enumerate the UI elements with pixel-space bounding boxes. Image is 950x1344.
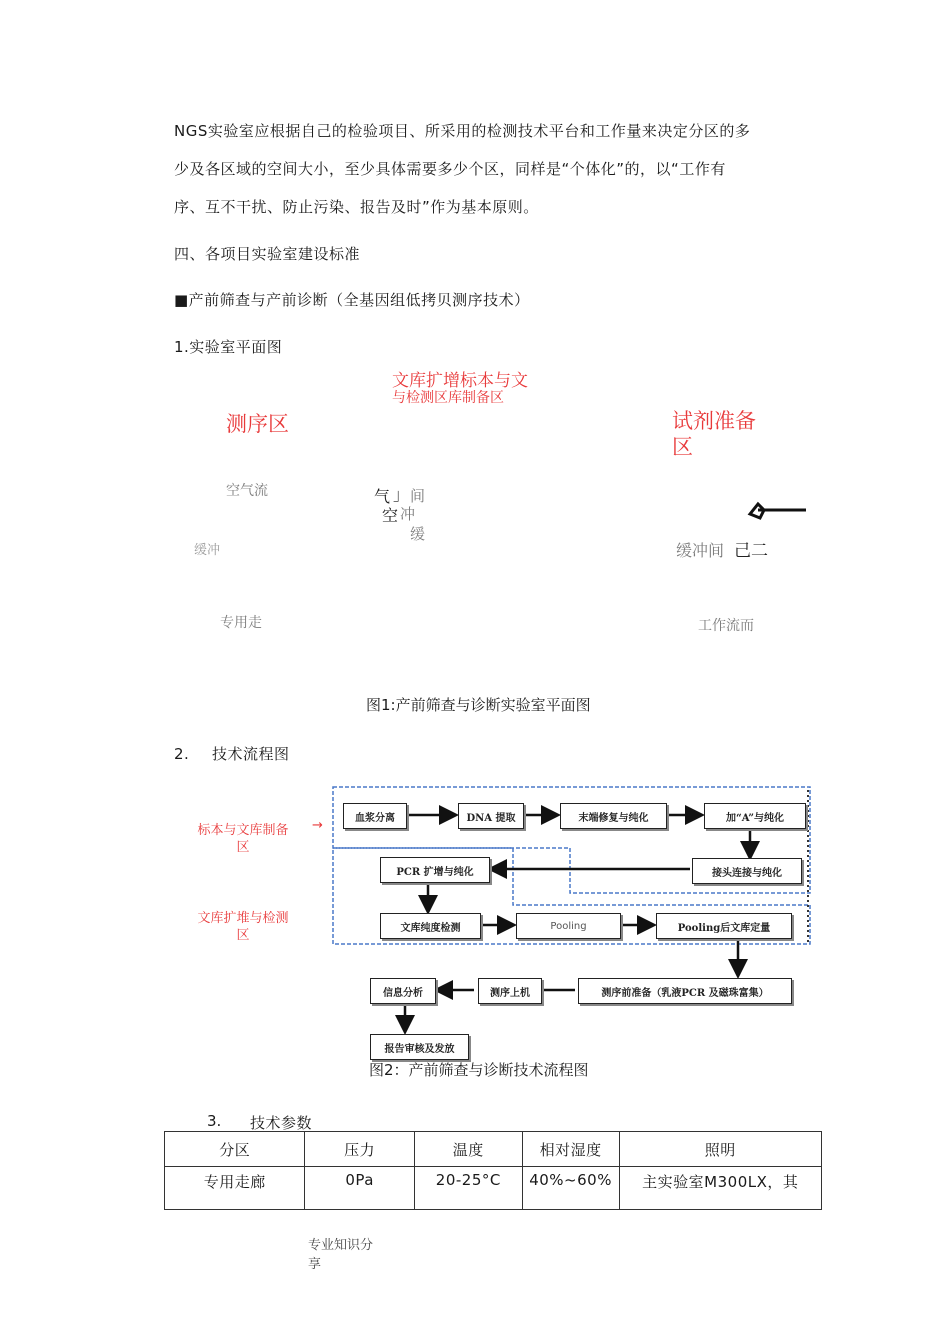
flow-step-blood: 血浆分离 xyxy=(343,803,407,829)
flow-step-report: 报告审核及发放 xyxy=(370,1034,469,1060)
floorplan-mid-huan: 缓 xyxy=(410,525,426,543)
footer-note xyxy=(308,1236,373,1274)
flow-step-pooling: Pooling xyxy=(516,913,621,939)
flow-step-adapter: 接头连接与纯化 xyxy=(692,858,802,884)
flow-region-2-line2: 区 xyxy=(236,928,250,943)
params-row xyxy=(165,1167,822,1210)
footer-line-1: 专业知识分 xyxy=(308,1238,374,1253)
floorplan-reagent-line1: 试剂准备 xyxy=(672,409,756,433)
intro-line-3: 序、互不干扰、防止污染、报告及时”作为基本原则。 xyxy=(174,198,539,216)
params-header-cell: 照明 xyxy=(619,1132,821,1167)
flow-step-seq-prep: 测序前准备（乳液PCR 及磁珠富集） xyxy=(578,978,792,1004)
params-header-cell: 分区 xyxy=(165,1132,305,1167)
flow-region-1-line2: 区 xyxy=(236,840,250,855)
figure-1-caption: 图1:产前筛查与诊断实验室平面图 xyxy=(366,696,591,714)
floorplan-buffer-right-glyph: 己二 xyxy=(734,541,768,561)
flow-step-end-repair: 末端修复与纯化 xyxy=(560,803,667,829)
subsection-heading: ■产前筛查与产前诊断（全基因组低拷贝测序技术） xyxy=(174,291,530,309)
flow-region-1-line1: 标本与文库制备 xyxy=(197,823,289,838)
params-cell: 40%~60% xyxy=(522,1167,619,1210)
floorplan-buffer-right: 缓冲间 xyxy=(676,541,725,560)
figure-2-caption: 图2：产前筛查与诊断技术流程图 xyxy=(369,1061,589,1079)
flow-step-analysis: 信息分析 xyxy=(370,978,436,1004)
params-cell: 专用走廊 xyxy=(165,1167,305,1210)
flow-region-1-arrow-icon: → xyxy=(312,818,323,833)
item-3-heading: 技术参数 xyxy=(250,1114,313,1132)
params-header-row xyxy=(165,1132,822,1167)
params-header-cell: 相对湿度 xyxy=(522,1132,619,1167)
item-1-heading: 1.实验室平面图 xyxy=(174,338,283,356)
floorplan-mid-jian: 间 xyxy=(410,487,426,505)
item-3-number: 3. xyxy=(207,1112,222,1130)
floorplan-top-label-line2: 与检测区库制备区 xyxy=(392,390,504,406)
intro-line-2: 少及各区域的空间大小，至少具体需要多少个区，同样是“个体化”的，以“工作有 xyxy=(174,160,726,178)
floorplan-mid-qi: 气 xyxy=(374,487,391,506)
floorplan-corridor-left: 专用走 xyxy=(220,615,262,631)
footer-line-2: 享 xyxy=(308,1257,322,1272)
params-table xyxy=(164,1131,822,1210)
floorplan-top-label-line1: 文库扩增标本与文 xyxy=(392,371,528,391)
floorplan-buffer-left: 缓冲 xyxy=(194,543,221,558)
item-2-heading: 技术流程图 xyxy=(212,745,290,763)
floorplan-mid-kong: 空 xyxy=(382,506,399,525)
floorplan-reagent-line2: 区 xyxy=(672,435,693,459)
flow-step-lib-qc: 文库纯度检测 xyxy=(380,913,481,939)
flow-step-pooling-quant: Pooling后文库定量 xyxy=(656,913,792,939)
params-cell: 20-25°C xyxy=(414,1167,522,1210)
floorplan-mid-bracket: 」 xyxy=(393,485,410,504)
section-4-heading: 四、各项目实验室建设标准 xyxy=(174,245,361,263)
params-cell: 主实验室M300LX，其 xyxy=(619,1167,821,1210)
params-cell: 0Pa xyxy=(305,1167,415,1210)
flow-step-pcr: PCR 扩增与纯化 xyxy=(380,857,490,883)
floorplan-work-flow-right: 工作流而 xyxy=(698,618,754,634)
intro-line-1: NGS实验室应根据自己的检验项目、所采用的检测技术平台和工作量来决定分区的多 xyxy=(174,122,751,140)
item-2-number: 2. xyxy=(174,745,190,763)
floorplan-air-flow-left: 空气流 xyxy=(226,483,268,499)
flow-step-seq-run: 测序上机 xyxy=(478,978,542,1004)
floorplan-mid-chong: 冲 xyxy=(400,505,416,523)
flow-step-dna: DNA 提取 xyxy=(458,803,524,829)
params-header-cell: 压力 xyxy=(305,1132,415,1167)
flow-step-add-a: 加“A”与纯化 xyxy=(704,803,806,829)
floorplan-seq-area: 测序区 xyxy=(226,412,289,436)
params-header-cell: 温度 xyxy=(414,1132,522,1167)
flow-region-2-line1: 文库扩堆与检测 xyxy=(197,911,289,926)
